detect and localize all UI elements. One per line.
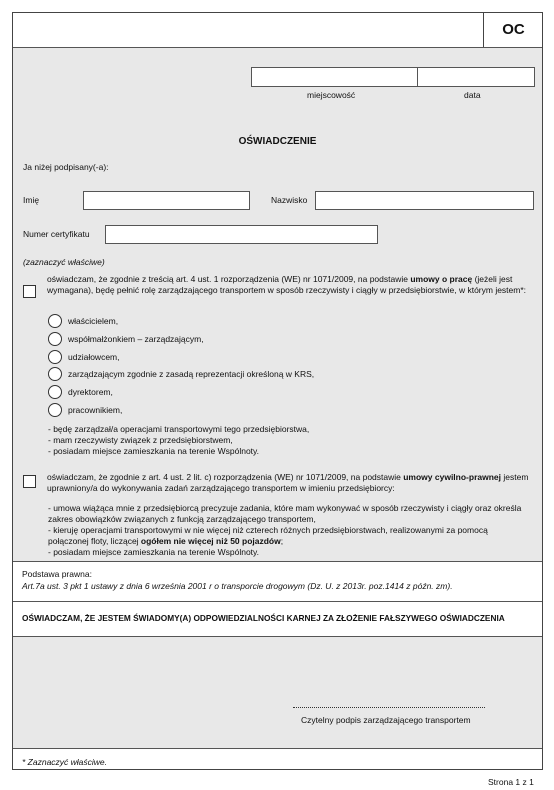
certificate-label: Numer certyfikatu — [23, 229, 90, 239]
option2-bullet-2-before: - kieruję operacjami transportowymi w nie więcej niż czterech różnych przedsiębiorstwach, realizowanymi za pomocą połączonej floty, liczącej — [48, 525, 488, 546]
option1-bullet-1: - będę zarządzał/a operacjami transportowymi tego przedsiębiorstwa, — [48, 424, 310, 434]
signature-section — [13, 637, 542, 748]
last-name-label: Nazwisko — [271, 195, 308, 205]
form-code: OC — [502, 21, 525, 38]
signature-line[interactable] — [293, 707, 485, 708]
date-label: data — [464, 90, 481, 100]
option2-bold: umowy cywilno-prawnej — [403, 472, 502, 482]
first-name-label: Imię — [23, 195, 40, 205]
option1-bold: umowy o pracę — [410, 274, 473, 284]
place-input[interactable] — [251, 67, 418, 87]
intro-text: Ja niżej podpisany(-a): — [23, 162, 109, 172]
option1-text-before: oświadczam, że zgodnie z treścią art. 4 ust. 1 rozporządzenia (WE) nr 1071/2009, na podstawie — [47, 274, 411, 284]
place-label: miejscowość — [307, 90, 356, 100]
form-page — [12, 12, 543, 770]
signature-label: Czytelny podpis zarządzającego transportem — [301, 715, 471, 725]
option2-bullet-1: - umowa wiążąca mnie z przedsiębiorcą precyzuje zadania, które mam wykonywać w sposób rzeczywisty i ciągły oraz określa zakres obowiązków związanych z funkcją zarządzającego transportem, — [48, 503, 522, 524]
option2-checkbox[interactable] — [23, 475, 36, 488]
first-name-field[interactable] — [83, 191, 250, 210]
role-label-employee: pracownikiem, — [68, 405, 123, 415]
option2-text — [47, 472, 531, 494]
role-radio-manager[interactable] — [48, 367, 62, 381]
footnote: * Zaznaczyć właściwe. — [22, 757, 108, 767]
role-radio-shareholder[interactable] — [48, 350, 62, 364]
role-label-spouse: współmałżonkiem – zarządzającym, — [68, 334, 204, 344]
role-label-director: dyrektorem, — [68, 387, 113, 397]
role-label-shareholder: udziałowcem, — [68, 352, 120, 362]
page-number: Strona 1 z 1 — [488, 777, 534, 787]
mark-note: (zaznaczyć właściwe) — [23, 257, 105, 267]
option2-bullet-3: - posiadam miejsce zamieszkania na terenie Wspólnoty. — [48, 547, 260, 557]
option2-text-before: oświadczam, że zgodnie z art. 4 ust. 2 lit. c) rozporządzenia (WE) nr 1071/2009, na podstawie — [47, 472, 404, 482]
date-input[interactable] — [417, 67, 535, 87]
certificate-field[interactable] — [105, 225, 378, 244]
role-radio-employee[interactable] — [48, 403, 62, 417]
option1-text — [47, 274, 531, 296]
last-name-field[interactable] — [315, 191, 534, 210]
option1-bullet-2: - mam rzeczywisty związek z przedsiębiorstwem, — [48, 435, 233, 445]
code-box — [483, 13, 542, 47]
option2-bullet-2-after: ; — [280, 535, 284, 546]
main-section — [13, 48, 542, 561]
legal-basis-text: Art.7a ust. 3 pkt 1 ustawy z dnia 6 września 2001 r o transporcie drogowym (Dz. U. z 2013r. poz.1414 z późn. zm). — [22, 581, 453, 591]
header-band — [13, 13, 542, 47]
page-title: OŚWIADCZENIE — [238, 136, 317, 147]
declaration-text: OŚWIADCZAM, ŻE JESTEM ŚWIADOMY(A) ODPOWIEDZIALNOŚCI KARNEJ ZA ZŁOŻENIE FAŁSZYWEGO OŚWIADCZENIA — [22, 613, 505, 623]
role-label-manager: zarządzającym zgodnie z zasadą reprezentacji określoną w KRS, — [68, 369, 315, 379]
option1-text-after: (jeżeli jest wymagana), będę pełnić rolę zarządzającego transportem w sposób rzeczywisty i ciągły w przedsiębiorstwie, w którym jestem*: — [47, 274, 527, 295]
legal-basis-label: Podstawa prawna: — [22, 569, 92, 579]
option2-bullet-2 — [48, 525, 526, 546]
role-label-owner: właścicielem, — [68, 316, 119, 326]
option1-checkbox[interactable] — [23, 285, 36, 298]
role-radio-director[interactable] — [48, 385, 62, 399]
option2-bullet-2-bold: ogółem nie więcej niż 50 pojazdów — [140, 535, 281, 546]
role-radio-owner[interactable] — [48, 314, 62, 328]
option1-bullet-3: - posiadam miejsce zamieszkania na terenie Wspólnoty. — [48, 446, 260, 456]
option2-text-after: jestem uprawniony/a do wykonywania zadań zarządzającego transportem w imieniu przedsiębiorcy: — [47, 472, 529, 493]
role-radio-spouse[interactable] — [48, 332, 62, 346]
